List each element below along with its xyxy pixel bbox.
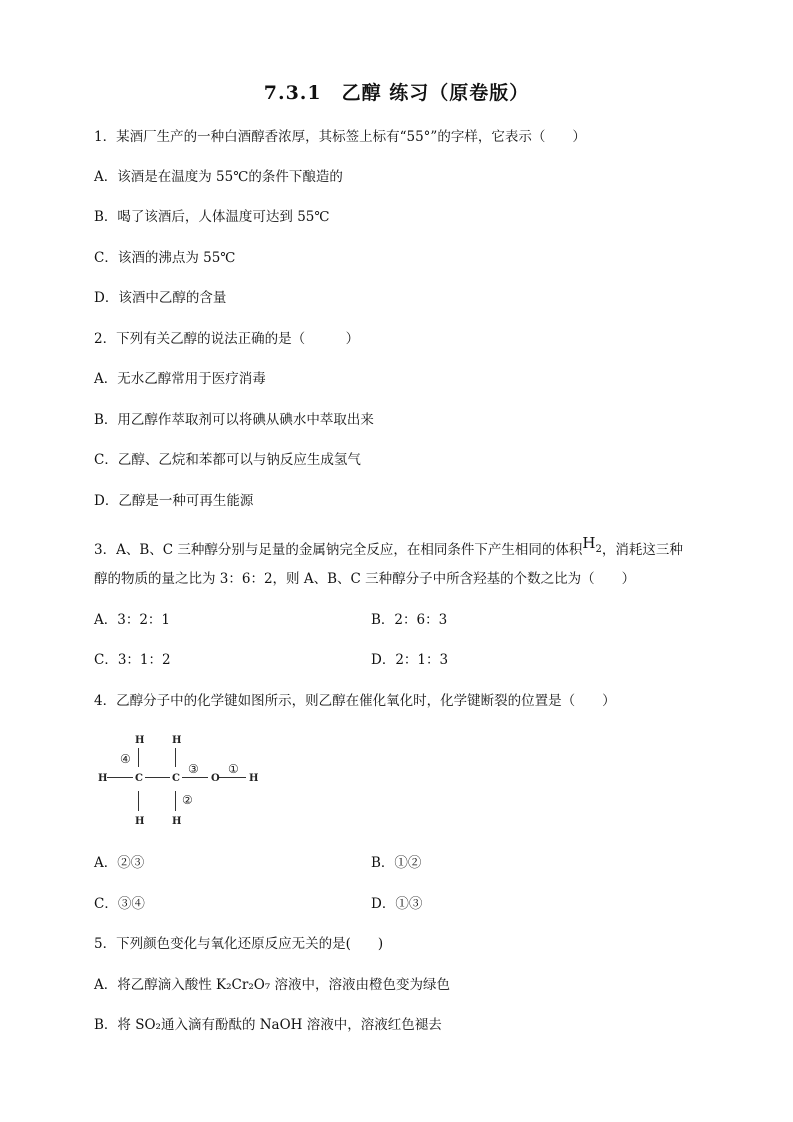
question-4-option-b: B．①②	[371, 855, 422, 871]
question-3-option-d: D．2：1：3	[371, 652, 449, 668]
question-1-option-d: D．该酒中乙醇的含量	[94, 290, 227, 306]
question-3-option-c: C．3：1：2	[94, 652, 171, 668]
question-3-stem-end: ，消耗这三种	[601, 542, 683, 558]
bond-label-3: ③	[188, 762, 199, 776]
question-2-option-b: B．用乙醇作萃取剂可以将碘从碘水中萃取出来	[94, 412, 374, 428]
question-2-option-d: D．乙醇是一种可再生能源	[94, 493, 254, 509]
question-3-stem-line-2: 醇的物质的量之比为 3：6：2，则 A、B、C 三种醇分子中所含羟基的个数之比为（ ）	[94, 571, 636, 587]
bond-label-2: ②	[182, 793, 193, 807]
question-4-option-a: A．②③	[94, 855, 145, 871]
question-2-option-c: C．乙醇、乙烷和苯都可以与钠反应生成氢气	[94, 452, 361, 468]
question-1-option-b: B．喝了该酒后，人体温度可达到 55℃	[94, 209, 330, 225]
question-3-option-a: A．3：2：1	[94, 612, 171, 628]
page-title: 7.3.1 乙醇 练习（原卷版）	[263, 82, 530, 104]
question-1-stem: 1．某酒厂生产的一种白酒醇香浓厚，其标签上标有“55°”的字样，它表示（ ）	[94, 129, 586, 145]
question-4-option-c: C．③④	[94, 896, 145, 912]
question-4-option-d: D．①③	[371, 896, 423, 912]
question-5-stem: 5．下列颜色变化与氧化还原反应无关的是( )	[94, 936, 384, 952]
atom-c-2: C	[172, 773, 180, 784]
ethanol-bond-diagram	[94, 728, 274, 830]
question-4-stem: 4．乙醇分子中的化学键如图所示，则乙醇在催化氧化时，化学键断裂的位置是（ ）	[94, 693, 616, 709]
atom-c-1: C	[135, 773, 143, 784]
question-3-option-b: B．2：6：3	[371, 612, 448, 628]
question-2-option-a: A．无水乙醇常用于医疗消毒	[94, 371, 266, 387]
atom-h-top-1: H	[135, 735, 145, 746]
question-3-stem-line-1	[94, 534, 683, 565]
atom-h-right: H	[249, 773, 259, 784]
atom-o: O	[211, 773, 220, 784]
question-1-option-c: C．该酒的沸点为 55℃	[94, 250, 236, 266]
bond-label-1: ①	[228, 762, 239, 776]
atom-h-top-2: H	[172, 735, 182, 746]
question-2-stem: 2．下列有关乙醇的说法正确的是（ ）	[94, 331, 360, 347]
question-1-option-a: A．该酒是在温度为 55℃的条件下酿造的	[94, 169, 343, 185]
question-5-option-b: B．将 SO₂通入滴有酚酞的 NaOH 溶液中，溶液红色褪去	[94, 1017, 442, 1033]
question-3-stem-text: 3．A、B、C 三种醇分别与足量的金属钠完全反应，在相同条件下产生相同的体积	[94, 542, 583, 558]
atom-h-bottom-1: H	[135, 816, 145, 827]
question-5-option-a: A．将乙醇滴入酸性 K₂Cr₂O₇ 溶液中，溶液由橙色变为绿色	[94, 977, 451, 993]
h2-symbol: H	[582, 534, 596, 552]
atom-h-left: H	[98, 773, 108, 784]
bond-label-4: ④	[120, 752, 131, 766]
h2-subscript: 2	[595, 544, 602, 555]
h2-formula	[582, 534, 602, 555]
atom-h-bottom-2: H	[172, 816, 182, 827]
